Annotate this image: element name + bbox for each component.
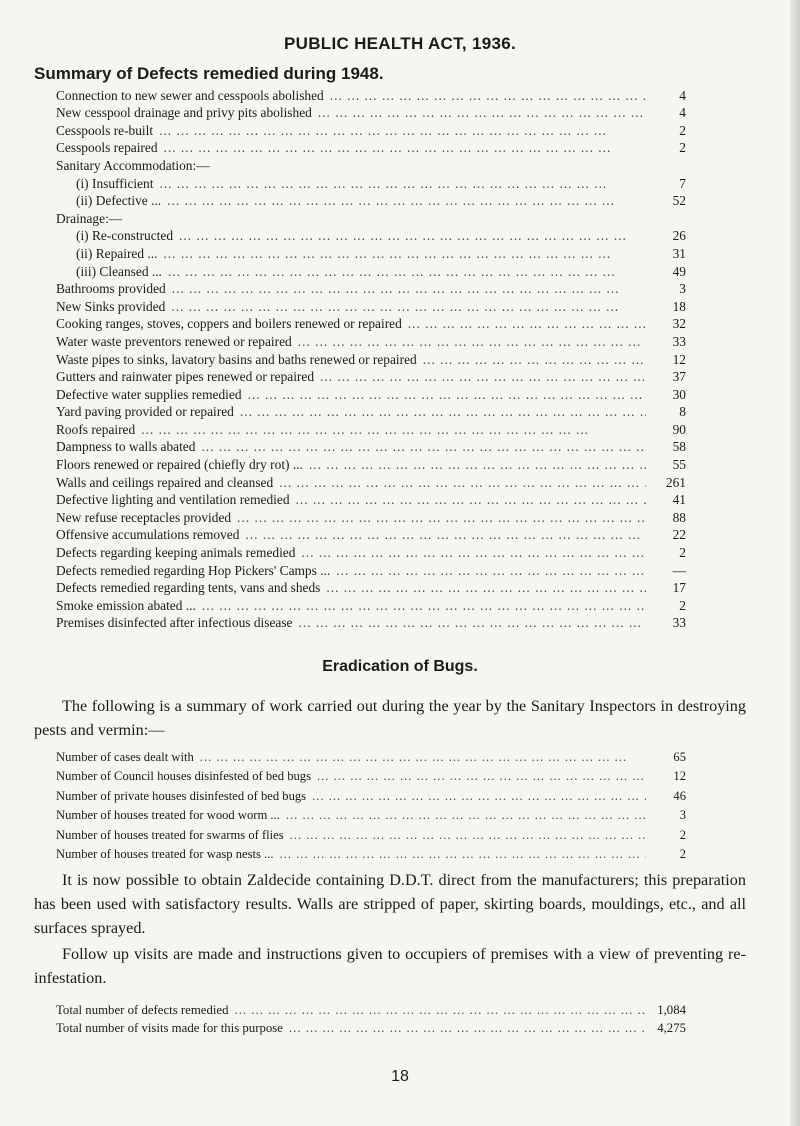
zaldecide-paragraph [34,868,746,940]
leader-dots [229,1002,646,1019]
bugs-label: Number of Council houses disinfested of bed bugs [56,769,311,783]
summary-label: Defective lighting and ventilation remedied [56,492,290,508]
bugs-label: Number of private houses disinfested of bed bugs [56,788,307,803]
summary-row [56,508,686,526]
summary-label: Cesspools repaired [56,140,158,156]
summary-row [56,209,686,227]
summary-label: (ii) Repaired ... [76,245,158,261]
summary-label: Connection to new sewer and cesspools abolished [56,87,324,103]
summary-row [56,121,686,139]
bugs-row [56,746,686,766]
leader-dots [135,421,646,438]
bugs-value: 12 [673,769,686,783]
summary-row [56,244,686,262]
leader-dots [290,491,646,508]
summary-value: 41 [672,492,686,508]
summary-row [56,420,686,438]
leader-dots [153,175,646,192]
totals-label: Total number of visits made for this purpose [56,1021,283,1035]
summary-label: (iii) Cleansed ... [76,263,162,279]
bugs-label: Number of houses treated for wasp nests ... [56,847,274,861]
summary-value: 3 [679,281,686,297]
summary-value: 12 [672,351,686,367]
leader-dots [273,474,646,491]
summary-value: 18 [672,298,686,314]
bugs-row [56,844,686,864]
totals-row [56,1001,686,1019]
summary-value: 31 [672,245,686,261]
summary-label: Yard paving provided or repaired [56,404,234,420]
zaldecide-text: It is now possible to obtain Zaldecide containing D.D.T. direct from the manufacturers; this preparation has been used with satisfactory results. Walls are stripped of paper, skirting boards, mouldings, etc., and all surfaces sprayed. [34,871,746,937]
leader-dots [295,544,646,561]
bugs-row [56,805,686,825]
bugs-row [56,824,686,844]
summary-row [56,403,686,421]
summary-value: 4 [679,105,686,121]
summary-row [56,227,686,245]
summary-row [56,192,686,210]
summary-label: Smoke emission abated ... [56,597,196,613]
bugs-label: Number of houses treated for wood worm ... [56,808,280,822]
leader-dots [165,298,646,315]
summary-label: Water waste preventors renewed or repaired [56,333,292,349]
summary-value: 4 [679,87,686,103]
summary-row [56,297,686,315]
summary-value: 2 [679,140,686,156]
summary-row [56,174,686,192]
leader-dots [242,386,646,403]
summary-value: 90 [672,421,686,437]
leader-dots [312,104,646,121]
summary-label: Cesspools re-built [56,122,154,138]
summary-label: Floors renewed or repaired (chiefly dry rot) ... [56,457,303,473]
summary-value: 2 [679,122,686,138]
totals-list [56,1001,686,1037]
summary-value: 7 [679,175,686,191]
summary-label: New refuse receptacles provided [56,509,232,525]
summary-value: 17 [672,580,686,596]
leader-dots [194,749,646,766]
totals-row [56,1019,686,1037]
summary-row [56,156,686,174]
bugs-value: 2 [679,827,686,842]
summary-value: 32 [672,316,686,332]
leader-dots [324,87,646,104]
leader-dots [274,846,646,863]
leader-dots [153,122,646,139]
summary-label: (ii) Defective ... [76,193,162,209]
leader-dots [280,807,646,824]
summary-row [56,385,686,403]
bugs-label: Number of cases dealt with [56,749,194,764]
page-number: 18 [391,1068,409,1085]
summary-label: Roofs repaired [56,421,136,437]
summary-row [56,438,686,456]
summary-row [56,561,686,579]
summary-value: 2 [679,545,686,561]
summary-row [56,280,686,298]
leader-dots [234,403,646,420]
summary-row [56,614,686,632]
bugs-list [56,746,686,863]
bugs-intro-text: The following is a summary of work carried out during the year by the Sanitary Inspectors in destroying pests and vermin:— [34,697,746,739]
summary-value: 49 [672,263,686,279]
summary-value: 26 [672,228,686,244]
summary-value: 52 [672,193,686,209]
leader-dots [158,139,646,156]
leader-dots [314,368,646,385]
summary-value: 58 [672,439,686,455]
summary-row [56,315,686,333]
summary-value: 8 [679,404,686,420]
leader-dots [239,526,646,543]
summary-label: Sanitary Accommodation:— [56,157,210,173]
summary-label: New Sinks provided [56,298,166,314]
summary-list [56,86,686,631]
summary-row [56,473,686,491]
bugs-label: Number of houses treated for swarms of flies [56,827,284,842]
summary-row [56,526,686,544]
leader-dots [330,562,646,579]
leader-dots [283,1020,646,1037]
leader-dots [195,438,646,455]
bugs-intro [34,694,746,742]
summary-row [56,543,686,561]
summary-value: 88 [672,509,686,525]
summary-row [56,579,686,597]
page-edge [790,0,800,1126]
bugs-value: 2 [679,847,686,861]
summary-label: Defective water supplies remedied [56,386,242,402]
leader-dots [161,192,646,209]
summary-label: Gutters and rainwater pipes renewed or repaired [56,369,315,385]
summary-value: 37 [672,369,686,385]
summary-value: 261 [665,474,686,490]
leader-dots [292,333,646,350]
totals-label: Total number of defects remedied [56,1003,229,1017]
summary-value: 2 [679,597,686,613]
leader-dots [162,263,646,280]
leader-dots [284,827,646,844]
followup-paragraph [34,942,746,990]
followup-text: Follow up visits are made and instructions given to occupiers of premises with a view of preventing re-infestation. [34,945,746,987]
summary-label: Walls and ceilings repaired and cleansed [56,474,274,490]
leader-dots [402,315,646,332]
summary-row [56,491,686,509]
summary-label: Offensive accumulations removed [56,527,240,543]
summary-label: Premises disinfected after infectious disease [56,615,293,631]
summary-row [56,104,686,122]
summary-value: 30 [672,386,686,402]
summary-value: 22 [672,527,686,543]
summary-label: Cooking ranges, stoves, coppers and boilers renewed or repaired [56,316,402,332]
totals-value: 1,084 [657,1003,686,1017]
leader-dots [293,614,647,631]
page-header: PUBLIC HEALTH ACT, 1936. [283,34,516,53]
summary-row [56,262,686,280]
summary-label: (i) Insufficient [76,175,154,191]
summary-row [56,455,686,473]
leader-dots [196,597,646,614]
bugs-row [56,766,686,786]
bugs-value: 46 [673,788,686,803]
bugs-title: Eradication of Bugs. [322,658,478,675]
summary-row [56,332,686,350]
summary-value: 33 [672,615,686,631]
summary-label: Defects remedied regarding Hop Pickers' Camps ... [56,562,331,578]
summary-title: Summary of Defects remedied during 1948. [34,64,384,83]
summary-row [56,139,686,157]
leader-dots [173,227,646,244]
summary-value: 55 [672,457,686,473]
leader-dots [157,245,646,262]
summary-row [56,350,686,368]
summary-label: Bathrooms provided [56,281,166,297]
leader-dots [231,509,646,526]
bugs-value: 3 [679,808,686,822]
summary-row [56,368,686,386]
summary-row [56,86,686,104]
summary-label: Defects regarding keeping animals remedied [56,545,296,561]
leader-dots [320,579,646,596]
summary-label: Waste pipes to sinks, lavatory basins and baths renewed or repaired [56,351,417,367]
totals-value: 4,275 [657,1021,686,1035]
summary-label: Defects remedied regarding tents, vans and sheds [56,580,321,596]
summary-label: Drainage:— [56,210,123,226]
summary-row [56,596,686,614]
summary-label: Dampness to walls abated [56,439,196,455]
summary-label: (i) Re-constructed [76,228,174,244]
leader-dots [311,768,646,785]
summary-value: 33 [672,333,686,349]
leader-dots [417,351,646,368]
leader-dots [166,280,646,297]
bugs-value: 65 [673,749,686,764]
leader-dots [306,788,646,805]
summary-label: New cesspool drainage and privy pits abolished [56,105,312,121]
leader-dots [303,456,646,473]
summary-value: — [672,562,686,578]
bugs-row [56,785,686,805]
